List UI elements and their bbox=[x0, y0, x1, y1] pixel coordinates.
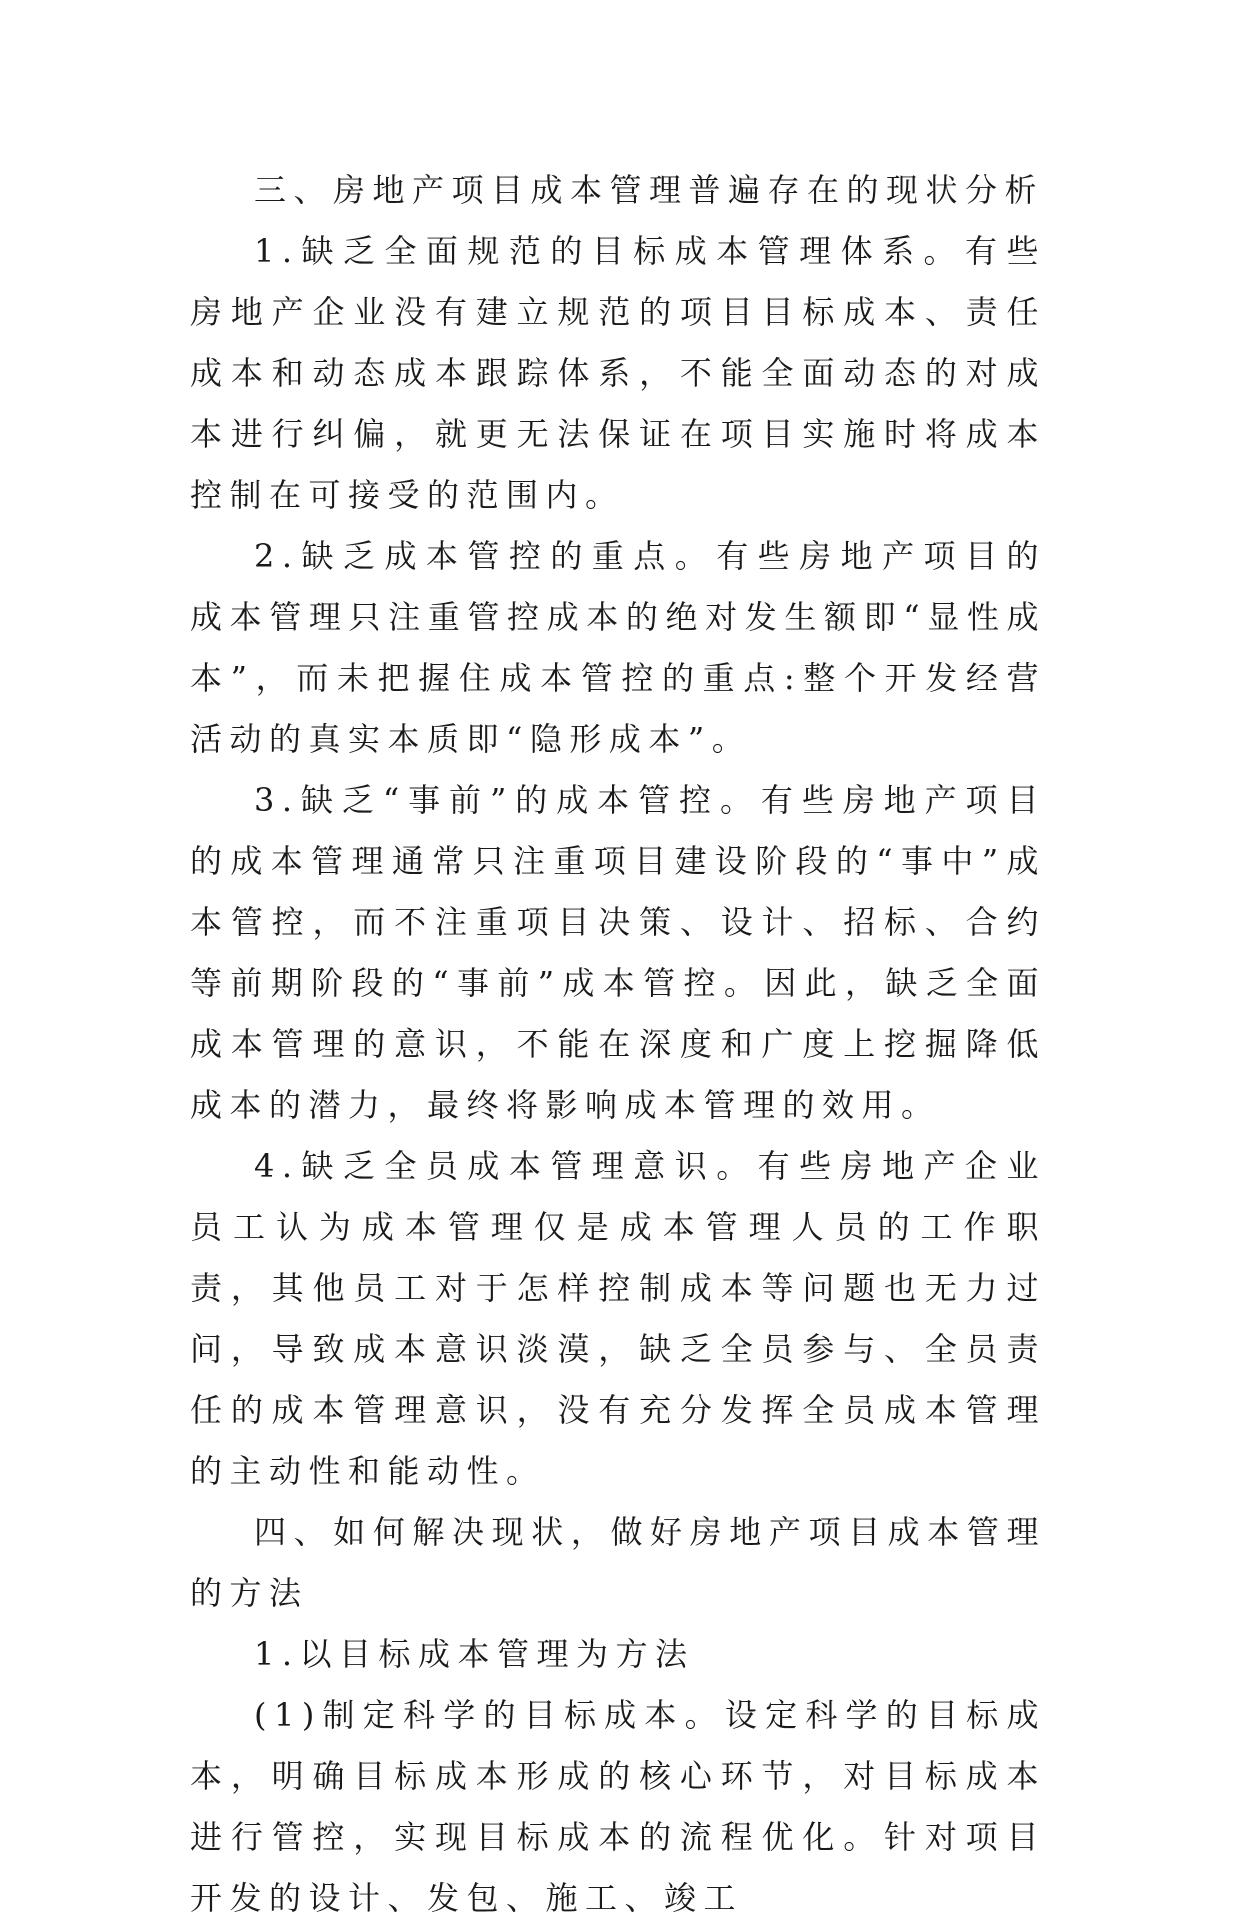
subheading-4-1: 1.以目标成本管理为方法 bbox=[254, 1635, 695, 1673]
paragraph-3-2: 2.缺乏成本管控的重点。有些房地产项目的成本管理只注重管控成本的绝对发生额即“显性成本”，而未把握住成本管控的重点:整个开发经营活动的真实本质即“隐形成本”。 bbox=[190, 537, 1046, 758]
paragraph-4-1-1: (1)制定科学的目标成本。设定科学的目标成本，明确目标成本形成的核心环节，对目标成本进行管控，实现目标成本的流程优化。针对项目开发的设计、发包、施工、竣工 bbox=[190, 1696, 1046, 1917]
paragraph-3-1: 1.缺乏全面规范的目标成本管理体系。有些房地产企业没有建立规范的项目目标成本、责任成本和动态成本跟踪体系，不能全面动态的对成本进行纠偏，就更无法保证在项目实施时将成本控制在可接受的范围内。 bbox=[190, 232, 1046, 514]
section-heading-4: 四、如何解决现状，做好房地产项目成本管理的方法 bbox=[190, 1513, 1046, 1612]
paragraph-3-3: 3.缺乏“事前”的成本管控。有些房地产项目的成本管理通常只注重项目建设阶段的“事中”成本管控，而不注重项目决策、设计、招标、合约等前期阶段的“事前”成本管控。因此，缺乏全面成本管理的意识，不能在深度和广度上挖掘降低成本的潜力，最终将影响成本管理的效用。 bbox=[190, 781, 1046, 1124]
paragraph-3-4: 4.缺乏全员成本管理意识。有些房地产企业员工认为成本管理仅是成本管理人员的工作职责，其他员工对于怎样控制成本等问题也无力过问，导致成本意识淡漠，缺乏全员参与、全员责任的成本管理意识，没有充分发挥全员成本管理的主动性和能动性。 bbox=[190, 1147, 1046, 1490]
section-heading-3: 三、房地产项目成本管理普遍存在的现状分析 bbox=[254, 171, 1045, 209]
document-body bbox=[190, 160, 1046, 1929]
